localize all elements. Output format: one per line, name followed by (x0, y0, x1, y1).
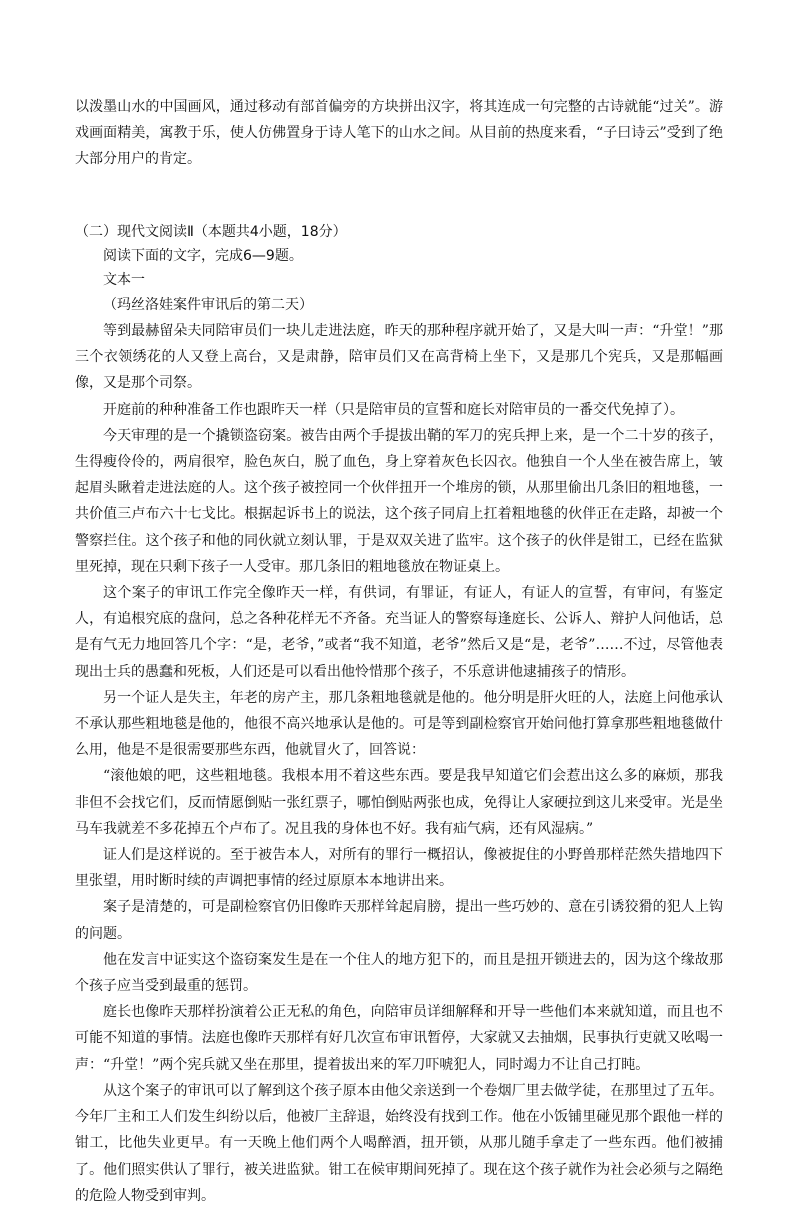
body-paragraph: 今天审理的是一个撬锁盗窃案。被告由两个手提拔出鞘的军刀的宪兵押上来，是一个二十岁的孩子，生得瘦伶伶的，两肩很窄，脸色灰白，脱了血色，身上穿着灰色长囚衣。他独自一个人坐在被告席上，皱起眉头瞅着走进法庭的人。这个孩子被控同一个伙伴扭开一个堆房的锁，从那里偷出几条旧的粗地毯，一共价值三卢布六十七戈比。根据起诉书上的说法，这个孩子同肩上扛着粗地毯的伙伴正在走路，却被一个警察拦住。这个孩子和他的同伙就立刻认罪，于是双双关进了监牢。这个孩子的伙伴是钳工，已经在监狱里死掉，现在只剩下孩子一人受审。那几条旧的粗地毯放在物证桌上。 (75, 427, 723, 575)
text-subtitle: （玛丝洛娃案件审讯后的第二天） (103, 297, 313, 313)
body-paragraph: 证人们是这样说的。至于被告本人，对所有的罪行一概招认，像被捉住的小野兽那样茫然失措地四下里张望，用时断时续的声调把事情的经过原原本本地讲出来。 (75, 847, 723, 890)
body-paragraph: 等到最赫留朵夫同陪审员们一块儿走进法庭，昨天的那种程序就开始了，又是大叫一声：“升堂！”那三个衣领绣花的人又登上高台，又是肃静，陪审员们又在高背椅上坐下，又是那几个宪兵，又是那幅画像，又是那个司祭。 (75, 323, 723, 392)
body-paragraph: 从这个案子的审讯可以了解到这个孩子原本由他父亲送到一个卷烟厂里去做学徒，在那里过了五年。今年厂主和工人们发生纠纷以后，他被厂主辞退，始终没有找到工作。他在小饭铺里碰见那个跟他一样的钳工，比他失业更早。有一天晚上他们两个人喝醉酒，扭开锁，从那儿随手拿走了一些东西。他们被捕了。他们照实供认了罪行，被关进监狱。钳工在候审期间死掉了。现在这个孩子就作为社会必须与之隔绝的危险人物受到审判。 (75, 1082, 723, 1204)
intro-paragraph: 以泼墨山水的中国画风，通过移动有部首偏旁的方块拼出汉字，将其连成一句完整的古诗就能“过关”。游戏画面精美，寓教于乐，使人仿佛置身于诗人笔下的山水之间。从目前的热度来看，“子曰诗云”受到了绝大部分用户的肯定。 (75, 99, 723, 168)
section-title: （二）现代文阅读Ⅱ（本题共4小题，18分） (75, 224, 347, 240)
body-paragraph: 庭长也像昨天那样扮演着公正无私的角色，向陪审员详细解释和开导一些他们本来就知道，而且也不可能不知道的事情。法庭也像昨天那样有好几次宣布审讯暂停，大家就又去抽烟，民事执行吏就又吆喝一声：“升堂！”两个宪兵就又坐在那里，提着拔出来的军刀吓唬犯人，同时竭力不让自己打盹。 (75, 1004, 723, 1073)
intro-block (75, 94, 723, 173)
section-instruction: 阅读下面的文字，完成6—9题。 (103, 248, 303, 264)
body-paragraph: 他在发言中证实这个盗窃案发生是在一个住人的地方犯下的，而且是扭开锁进去的，因为这个缘故那个孩子应当受到最重的惩罚。 (75, 951, 723, 995)
body-paragraph: 开庭前的种种准备工作也跟昨天一样（只是陪审员的宣誓和庭长对陪审员的一番交代免掉了）。 (103, 401, 684, 418)
body-paragraph: “滚他娘的吧，这些粗地毯。我根本用不着这些东西。要是我早知道它们会惹出这么多的麻烦，那我非但不会找它们，反而情愿倒贴一张红票子，哪怕倒贴两张也成，免得让人家硬拉到这儿来受审。光是坐马车我就差不多花掉五个卢布了。况且我的身体也不好。我有疝气病，还有风湿病。” (75, 768, 723, 837)
body-paragraph: 另一个证人是失主，年老的房产主，那几条粗地毯就是他的。他分明是肝火旺的人，法庭上问他承认不承认那些粗地毯是他的，他很不高兴地承认是他的。可是等到副检察官开始问他打算拿那些粗地毯做什么用，他是不是很需要那些东西，他就冒火了，回答说： (75, 689, 723, 759)
text-label: 文本一 (103, 272, 145, 288)
body-paragraph: 案子是清楚的，可是副检察官仍旧像昨天那样耸起肩膀，提出一些巧妙的、意在引诱狡猾的犯人上钩的问题。 (75, 899, 723, 942)
body-paragraph: 这个案子的审讯工作完全像昨天一样，有供词，有罪证，有证人，有证人的宣誓，有审问，有鉴定人，有追根究底的盘问，总之各种花样无不齐备。充当证人的警察每逢庭长、公诉人、辩护人问他话，总是有气无力地回答几个字：“是，老爷，”或者“我不知道，老爷”然后又是“是，老爷”……不过，尽管他表现出士兵的愚蠢和死板，人们还是可以看出他怜惜那个孩子，不乐意讲他逮捕孩子的情形。 (75, 585, 723, 680)
reading-section (75, 220, 723, 1209)
